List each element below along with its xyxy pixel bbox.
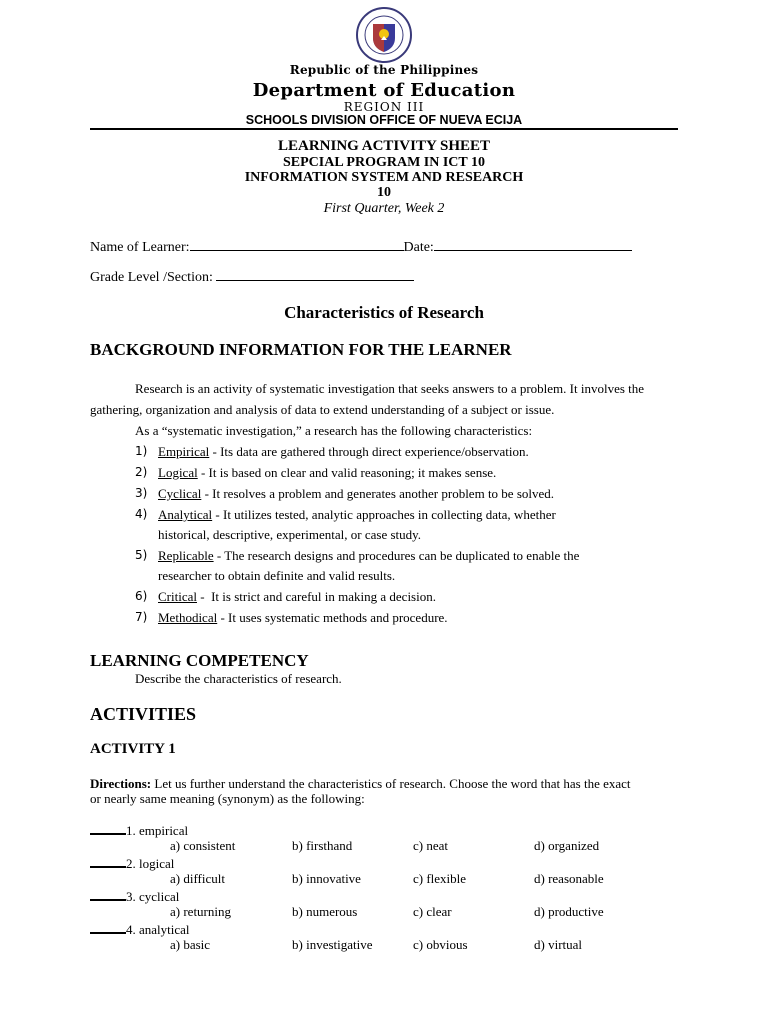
option-c: c) flexible [413, 871, 467, 886]
grade-input-line[interactable] [216, 268, 414, 281]
department-name: Department of Education [252, 80, 516, 101]
list-item [135, 443, 695, 464]
option-c: c) obvious [413, 937, 468, 952]
term-description: - It is based on clear and valid reasoning; it makes sense. [197, 465, 497, 480]
name-label: Name of Learner: [90, 240, 190, 255]
characteristics-list [135, 443, 695, 630]
republic-line: Republic of the Philippines [289, 63, 479, 77]
list-number: 7) [135, 610, 148, 624]
list-item [135, 547, 695, 588]
term-cyclical: Cyclical [158, 486, 202, 501]
term-description: - It resolves a problem and generates another problem to be solved. [201, 486, 555, 501]
activities-heading: ACTIVITIES [90, 704, 197, 724]
option-a: a) consistent [170, 838, 236, 853]
term-analytical: Analytical [158, 507, 213, 522]
question-item [90, 888, 690, 921]
option-a: a) returning [170, 904, 232, 919]
term-replicable: Replicable [158, 548, 214, 563]
region-line: REGION III [343, 100, 425, 114]
competency-text: Describe the characteristics of research. [135, 671, 342, 686]
background-heading: BACKGROUND INFORMATION FOR THE LEARNER [90, 340, 512, 359]
para-line-1: Research is an activity of systematic investigation that seeks answers to a problem. It involves the [135, 381, 645, 396]
list-number: 6) [135, 589, 148, 603]
subject-title: INFORMATION SYSTEM AND RESEARCH [244, 170, 524, 185]
date-label: Date: [403, 240, 434, 255]
option-d: d) reasonable [534, 871, 604, 886]
question-prompt: 4. analytical [126, 922, 190, 937]
list-number: 2) [135, 465, 148, 479]
option-b: b) innovative [292, 871, 361, 886]
list-item [135, 588, 695, 609]
question-prompt: 2. logical [126, 856, 175, 871]
question-prompt: 3. cyclical [126, 889, 180, 904]
option-d: d) organized [534, 838, 600, 853]
para-line-2: gathering, organization and analysis of data to extend understanding of a subject or issue. [90, 402, 555, 417]
list-item [135, 464, 695, 485]
term-description-cont: historical, descriptive, experimental, or case study. [158, 527, 422, 542]
option-b: b) numerous [292, 904, 358, 919]
list-number: 1) [135, 444, 148, 458]
question-prompt: 1. empirical [126, 823, 189, 838]
directions-label: Directions: [90, 776, 152, 791]
header-divider [90, 128, 678, 130]
activity-1-heading: ACTIVITY 1 [90, 741, 176, 757]
term-methodical: Methodical [158, 610, 218, 625]
list-number: 4) [135, 507, 148, 521]
deped-seal-logo [351, 6, 417, 64]
term-description: - Its data are gathered through direct experience/observation. [209, 444, 529, 459]
term-description: - The research designs and procedures can be duplicated to enable the [213, 548, 580, 563]
term-description: - It uses systematic methods and procedure. [217, 610, 448, 625]
term-empirical: Empirical [158, 444, 210, 459]
list-number: 5) [135, 548, 148, 562]
option-b: b) firsthand [292, 838, 353, 853]
grade-field-row [90, 268, 414, 286]
quarter-week: First Quarter, Week 2 [323, 201, 445, 216]
content-title: Characteristics of Research [284, 303, 484, 322]
background-paragraph [90, 378, 690, 441]
date-input-line[interactable] [434, 238, 632, 251]
list-item [135, 485, 695, 506]
option-a: a) basic [170, 937, 211, 952]
term-logical: Logical [158, 465, 198, 480]
competency-heading: LEARNING COMPETENCY [90, 651, 309, 670]
answer-blank[interactable] [90, 888, 126, 901]
option-d: d) virtual [534, 937, 583, 952]
term-description-cont: researcher to obtain definite and valid results. [158, 568, 396, 583]
option-c: c) neat [413, 838, 449, 853]
sheet-title: LEARNING ACTIVITY SHEET [278, 138, 490, 154]
grade-number: 10 [377, 185, 391, 200]
grade-label: Grade Level /Section: [90, 270, 213, 285]
directions-line-2: or nearly same meaning (synonym) as the following: [90, 791, 365, 806]
option-d: d) productive [534, 904, 604, 919]
question-item [90, 921, 690, 954]
learner-fields-row [90, 238, 632, 256]
term-description: - It is strict and careful in making a decision. [197, 589, 436, 604]
question-item [90, 822, 690, 855]
directions [90, 776, 690, 806]
intro-line: As a “systematic investigation,” a research has the following characteristics: [135, 423, 533, 438]
option-c: c) clear [413, 904, 452, 919]
term-critical: Critical [158, 589, 197, 604]
option-a: a) difficult [170, 871, 225, 886]
answer-blank[interactable] [90, 822, 126, 835]
option-b: b) investigative [292, 937, 373, 952]
question-item [90, 855, 690, 888]
list-item [135, 506, 695, 547]
directions-line-1: Let us further understand the characteristics of research. Choose the word that has the exact [151, 776, 631, 791]
name-input-line[interactable] [190, 238, 404, 251]
question-list [90, 822, 690, 954]
answer-blank[interactable] [90, 921, 126, 934]
term-description: - It utilizes tested, analytic approaches in collecting data, whether [212, 507, 556, 522]
answer-blank[interactable] [90, 855, 126, 868]
division-office: SCHOOLS DIVISION OFFICE OF NUEVA ECIJA [245, 113, 523, 127]
list-number: 3) [135, 486, 148, 500]
list-item [135, 609, 695, 630]
program-title: SEPCIAL PROGRAM IN ICT 10 [283, 155, 485, 170]
